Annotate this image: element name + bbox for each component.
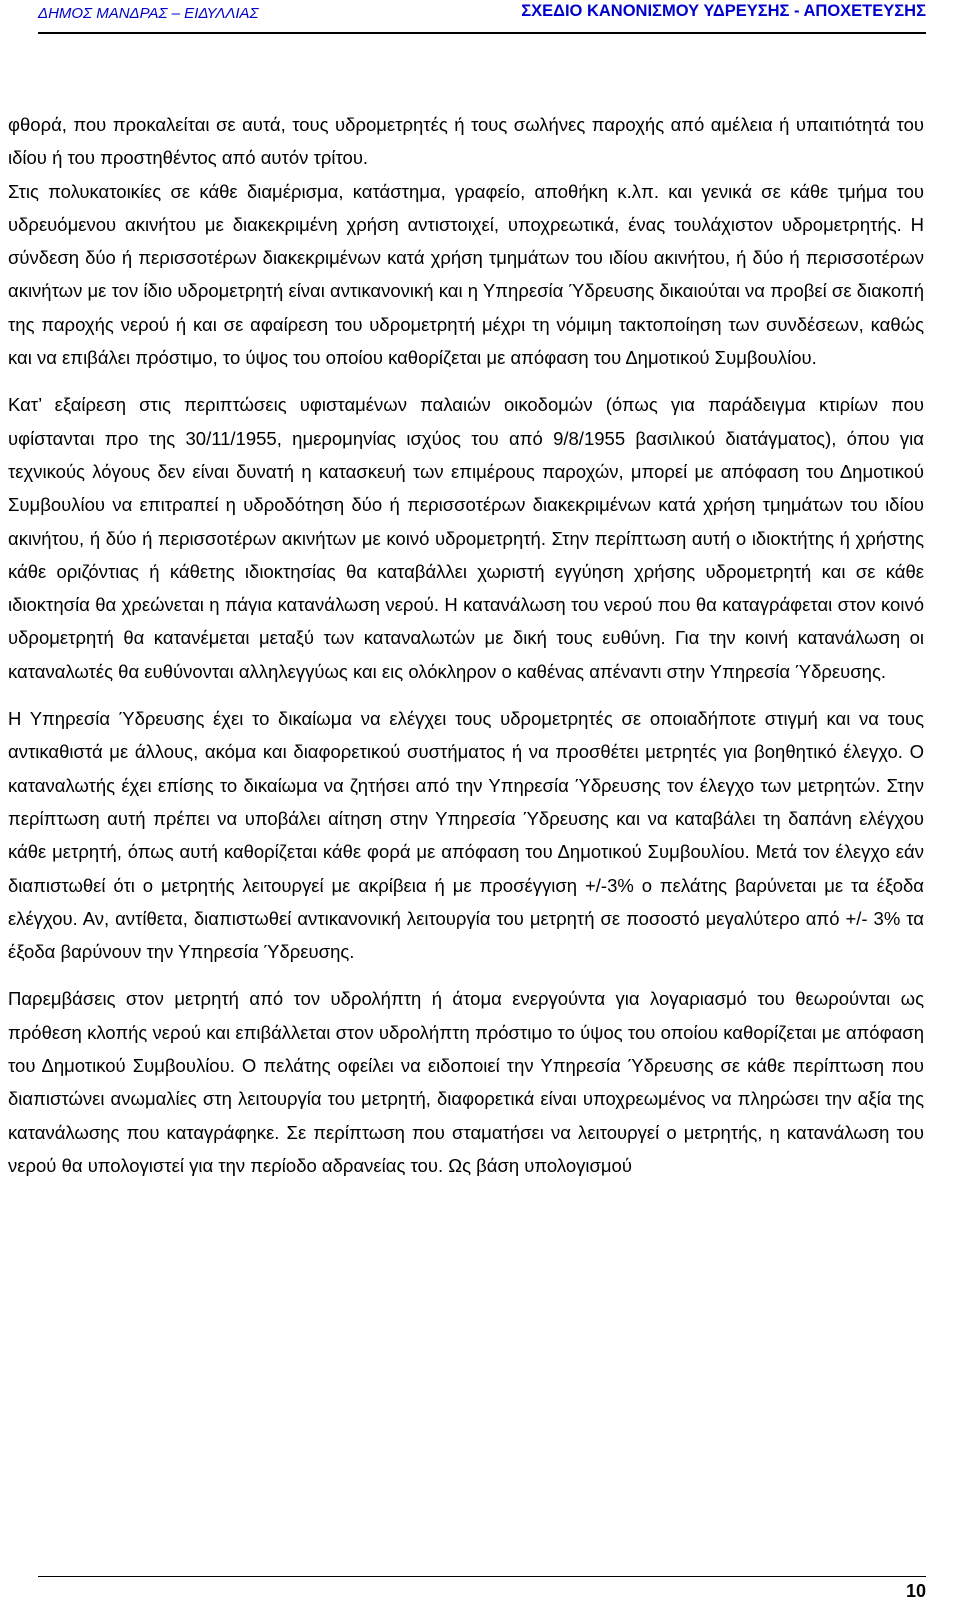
paragraph: Στις πολυκατοικίες σε κάθε διαμέρισμα, κατάστημα, γραφείο, αποθήκη κ.λπ. και γενικά σε κάθε τμήμα του υδρευόμενου ακινήτου με διακεκριμένη χρήση αντιστοιχεί, υποχρεωτικά, ένας τουλάχιστον υδρομετρητής. Η σύνδεση δύο ή περισσοτέρων διακεκριμένων κατά χρήση τμημάτων του ιδίου ακινήτου, ή δύο ή περισσοτέρων ακινήτων με τον ίδιο υδρομετρητή είναι αντικανονική και η Υπηρεσία Ύδρευσης δικαιούται να προβεί σε διακοπή της παροχής νερού ή και σε αφαίρεση του υδρομετρητή μέχρι τη νόμιμη τακτοποίηση των συνδέσεων, καθώς και να επιβάλει πρόστιμο, το ύψος του οποίου καθορίζεται με απόφαση του Δημοτικού Συμβουλίου. xyxy=(8,180,924,369)
footer-divider xyxy=(38,1576,926,1577)
paragraph: Η Υπηρεσία Ύδρευσης έχει το δικαίωμα να ελέγχει τους υδρομετρητές σε οποιαδήποτε στιγμή και να τους αντικαθιστά με άλλους, ακόμα και διαφορετικού συστήματος ή να προσθέτει μετρητές για βοηθητικό έλεγχο. Ο καταναλωτής έχει επίσης το δικαίωμα να ζητήσει από την Υπηρεσία Ύδρευσης τον έλεγχο των μετρητών. Στην περίπτωση αυτή πρέπει να υποβάλει αίτηση στην Υπηρεσία Ύδρευσης και να καταβάλει τη δαπάνη ελέγχου κάθε μετρητή, όπως αυτή καθορίζεται κάθε φορά με απόφαση του Δημοτικού Συμβουλίου. Μετά τον έλεγχο εάν διαπιστωθεί ότι ο μετρητής λειτουργεί με ακρίβεια ή με προσέγγιση +/-3% ο πελάτης βαρύνεται με τα έξοδα ελέγχου. Αν, αντίθετα, διαπιστωθεί αντικανονική λειτουργία του μετρητή σε ποσοστό μεγαλύτερο από +/- 3% τα έξοδα βαρύνουν την Υπηρεσία Ύδρευσης. xyxy=(8,708,924,963)
header-municipality: ΔΗΜΟΣ ΜΑΝΔΡΑΣ – ΕΙΔΥΛΛΙΑΣ xyxy=(38,5,259,22)
paragraph: φθορά, που προκαλείται σε αυτά, τους υδρομετρητές ή τους σωλήνες παροχής από αμέλεια ή υπαιτιότητά του ιδίου ή του προστηθέντος από αυτόν τρίτου. xyxy=(8,114,924,169)
paragraph: Κατ’ εξαίρεση στις περιπτώσεις υφισταμένων παλαιών οικοδομών (όπως για παράδειγμα κτιρίων που υφίστανται προ της 30/11/1955, ημερομηνίας ισχύος του από 9/8/1955 βασιλικού διατάγματος), όπου για τεχνικούς λόγους δεν είναι δυνατή η κατασκευή των επιμέρους παροχών, μπορεί με απόφαση του Δημοτικού Συμβουλίου να επιτραπεί η υδροδότηση δύο ή περισσοτέρων διακεκριμένων κατά χρήση τμημάτων του ιδίου ακινήτου, ή δύο ή περισσοτέρων ακινήτων με κοινό υδρομετρητή. Στην περίπτωση αυτή ο ιδιοκτήτης ή χρήστης κάθε οριζόντιας ή κάθετης ιδιοκτησίας θα καταβάλλει χωριστή εγγύηση χρήσης υδρομετρητή και σε κάθε ιδιοκτησία θα χρεώνεται η πάγια κατανάλωση νερού. Η κατανάλωση του νερού που θα καταγράφεται στον κοινό υδρομετρητή θα κατανέμεται μεταξύ των καταναλωτών με δική τους ευθύνη. Για την κοινή κατανάλωση οι καταναλωτές θα ευθύνονται αλληλεγγύως και εις ολόκληρον ο καθένας απέναντι στην Υπηρεσία Ύδρευσης. xyxy=(8,394,924,682)
document-body xyxy=(8,108,924,1182)
page-number: 10 xyxy=(905,1581,926,1601)
page-header xyxy=(38,0,926,34)
paragraph: Παρεμβάσεις στον μετρητή από τον υδρολήπτη ή άτομα ενεργούντα για λογαριασμό του θεωρούνται ως πρόθεση κλοπής νερού και επιβάλλεται στον υδρολήπτη πρόστιμο το ύψος του οποίου καθορίζεται με απόφαση του Δημοτικού Συμβουλίου. Ο πελάτης οφείλει να ειδοποιεί την Υπηρεσία Ύδρευσης σε κάθε περίπτωση που διαπιστώνει ανωμαλίες στη λειτουργία του μετρητή, διαφορετικά είναι υποχρεωμένος να πληρώσει την αξία της κατανάλωσης που καταγράφηκε. Σε περίπτωση που σταματήσει να λειτουργεί ο μετρητής, η κατανάλωση του νερού θα υπολογιστεί για την περίοδο αδρανείας του. Ως βάση υπολογισμού xyxy=(8,988,924,1176)
header-document-title: ΣΧΕΔΙΟ ΚΑΝΟΝΙΣΜΟΥ ΥΔΡΕΥΣΗΣ - ΑΠΟΧΕΤΕΥΣΗΣ xyxy=(521,2,926,20)
